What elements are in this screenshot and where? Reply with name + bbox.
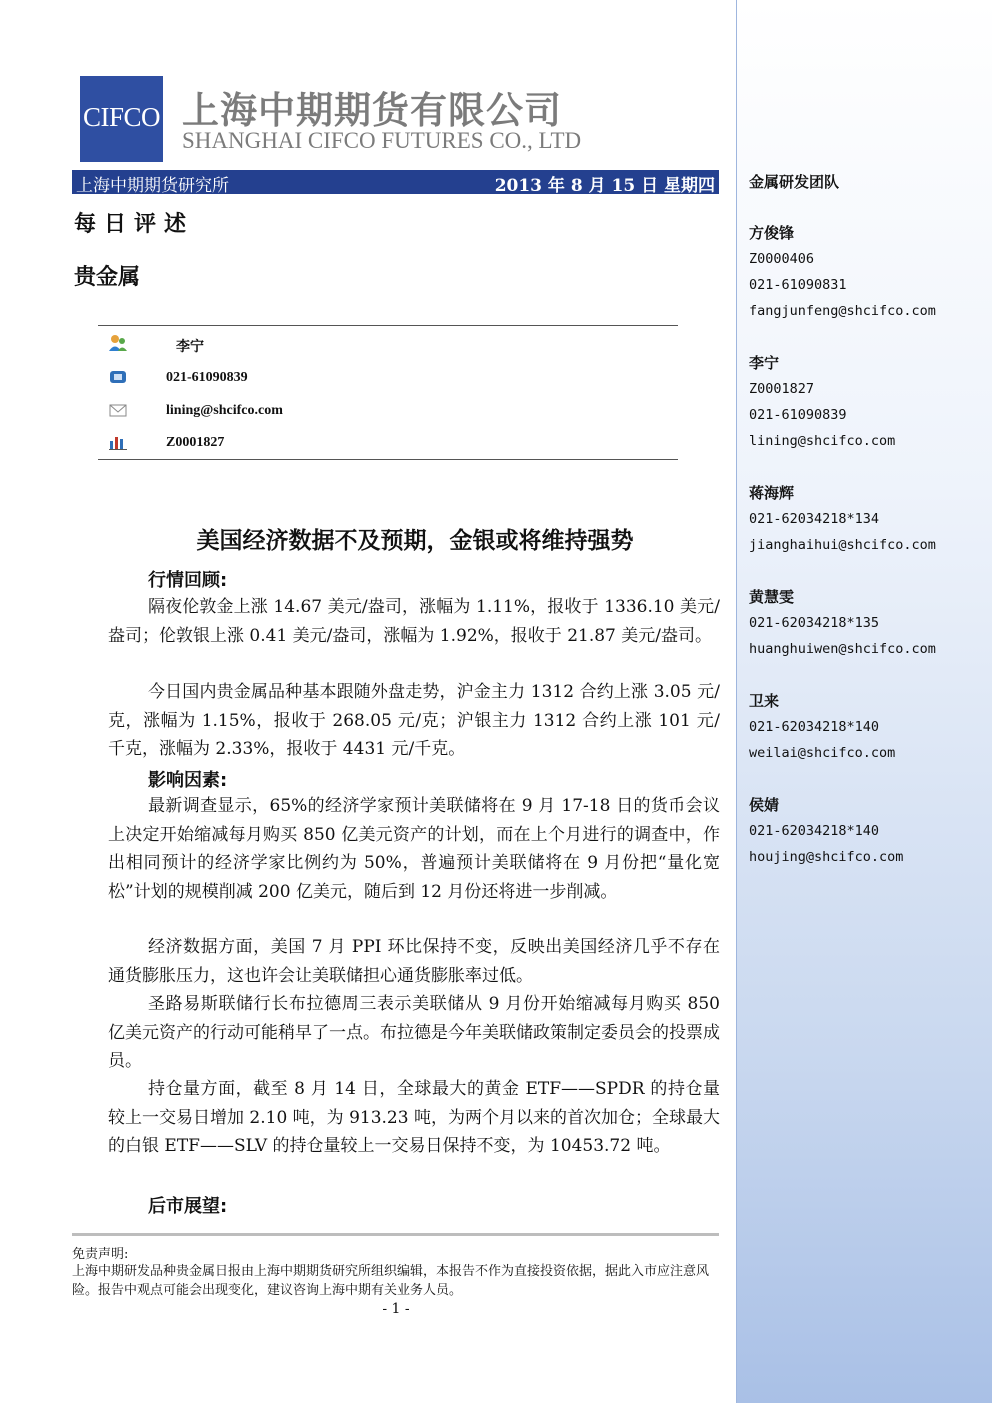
analyst-name: 李宁 bbox=[176, 340, 204, 355]
paragraph: 隔夜伦敦金上涨 14.67 美元/盎司，涨幅为 1.11%，报收于 1336.10 美元/盎司；伦敦银上涨 0.41 美元/盎司，涨幅为 1.92%，报收于 21.87 美元/盎司。 bbox=[108, 597, 720, 646]
contact-name: 侯婧 bbox=[749, 796, 780, 814]
contact-email[interactable]: houjing@shcifco.com bbox=[749, 849, 904, 865]
category-title: 贵金属 bbox=[74, 264, 141, 290]
section-heading-review: 行情回顾: bbox=[148, 570, 228, 591]
contact-phone: 021-61090839 bbox=[749, 407, 847, 423]
institute-name: 上海中期期货研究所 bbox=[76, 176, 229, 196]
section-heading-outlook: 后市展望: bbox=[148, 1196, 228, 1217]
contact-email[interactable]: huanghuiwen@shcifco.com bbox=[749, 641, 936, 657]
bar-chart-icon bbox=[108, 433, 128, 451]
disclaimer-text: 上海中期研发品种贵金属日报由上海中期期货研究所组织编辑，本报告不作为直接投资依据，据此入市应注意风险。报告中观点可能会出现变化，建议咨询上海中期有关业务人员。 bbox=[72, 1264, 710, 1298]
contact-sidebar bbox=[736, 0, 992, 1403]
analyst-phone-row bbox=[98, 368, 678, 392]
contact-card bbox=[749, 792, 903, 870]
section-title: 每日评述 bbox=[74, 211, 195, 237]
contact-card bbox=[749, 584, 936, 662]
company-name-cn: 上海中期期货有限公司 bbox=[182, 89, 562, 132]
contact-card bbox=[749, 480, 936, 558]
header-band bbox=[72, 170, 719, 194]
paragraph: 今日国内贵金属品种基本跟随外盘走势，沪金主力 1312 合约上涨 3.05 元/克，涨幅为 1.15%，报收于 268.05 元/克；沪银主力 1312 合约上涨 101 元/千克，涨幅为 2.33%，报收于 4431 元/千克。 bbox=[108, 682, 720, 759]
paragraph: 圣路易斯联储行长布拉德周三表示美联储从 9 月份开始缩减每月购买 850 亿美元资产的行动可能稍早了一点。布拉德是今年美联储政策制定委员会的投票成员。 bbox=[108, 994, 720, 1071]
contact-card bbox=[749, 350, 895, 454]
analyst-email[interactable]: lining@shcifco.com bbox=[166, 403, 283, 418]
contact-phone: 021-62034218*140 bbox=[749, 823, 880, 839]
paragraph: 持仓量方面，截至 8 月 14 日，全球最大的黄金 ETF——SPDR 的持仓量较上一交易日增加 2.10 吨，为 913.23 吨，为两个月以来的首次加仓；全球最大的白银 ETF——SLV 的持仓量较上一交易日保持不变，为 10453.72 吨。 bbox=[108, 1079, 720, 1156]
footer-divider bbox=[72, 1233, 719, 1236]
contact-email[interactable]: jianghaihui@shcifco.com bbox=[749, 537, 936, 553]
contact-name: 蒋海辉 bbox=[749, 484, 795, 502]
contact-name: 卫来 bbox=[749, 692, 780, 710]
analyst-box bbox=[98, 325, 678, 460]
analyst-license-row bbox=[98, 433, 678, 457]
analyst-phone: 021-61090839 bbox=[166, 370, 248, 385]
person-icon bbox=[108, 334, 128, 352]
contact-phone: 021-62034218*140 bbox=[749, 719, 880, 735]
paragraph: 经济数据方面，美国 7 月 PPI 环比保持不变，反映出美国经济几乎不存在通货膨胀压力，这也许会让美联储担心通货膨胀率过低。 bbox=[108, 937, 720, 986]
contact-card bbox=[749, 220, 936, 324]
contact-email[interactable]: fangjunfeng@shcifco.com bbox=[749, 303, 936, 319]
analyst-email-row bbox=[98, 401, 678, 425]
section-heading-factors: 影响因素: bbox=[148, 770, 228, 791]
sidebar-title: 金属研发团队 bbox=[749, 173, 840, 191]
paragraph: 最新调查显示，65%的经济学家预计美联储将在 9 月 17-18 日的货币会议上决定开始缩减每月购买 850 亿美元资产的计划，而在上个月进行的调查中，作出相同预计的经济学家比例约为 50%，普遍预计美联储将在 9 月份把“量化宽松”计划的规模削减 200 亿美元，随后到 12 月份还将进一步削减。 bbox=[108, 796, 720, 902]
contact-name: 李宁 bbox=[749, 354, 780, 372]
contact-name: 黄慧雯 bbox=[749, 588, 795, 606]
page-number: - 1 - bbox=[382, 1301, 410, 1317]
contact-email[interactable]: lining@shcifco.com bbox=[749, 433, 896, 449]
article-headline: 美国经济数据不及预期，金银或将维持强势 bbox=[196, 528, 634, 554]
contact-phone: 021-62034218*134 bbox=[749, 511, 880, 527]
telephone-icon bbox=[108, 368, 128, 386]
disclaimer-title: 免责声明: bbox=[72, 1247, 129, 1262]
contact-card bbox=[749, 688, 895, 766]
contact-license: Z0000406 bbox=[749, 251, 815, 267]
company-name-en: SHANGHAI CIFCO FUTURES CO., LTD bbox=[182, 128, 582, 153]
analyst-license: Z0001827 bbox=[166, 435, 225, 450]
contact-name: 方俊锋 bbox=[749, 224, 795, 242]
analyst-name-row bbox=[98, 334, 678, 358]
company-logo bbox=[80, 76, 163, 162]
logo-text: CIFCO bbox=[82, 102, 161, 132]
contact-email[interactable]: weilai@shcifco.com bbox=[749, 745, 896, 761]
contact-license: Z0001827 bbox=[749, 381, 815, 397]
envelope-icon bbox=[108, 401, 128, 419]
contact-phone: 021-62034218*135 bbox=[749, 615, 880, 631]
report-date: 2013 年 8 月 15 日 星期四 bbox=[494, 176, 715, 196]
contact-phone: 021-61090831 bbox=[749, 277, 847, 293]
